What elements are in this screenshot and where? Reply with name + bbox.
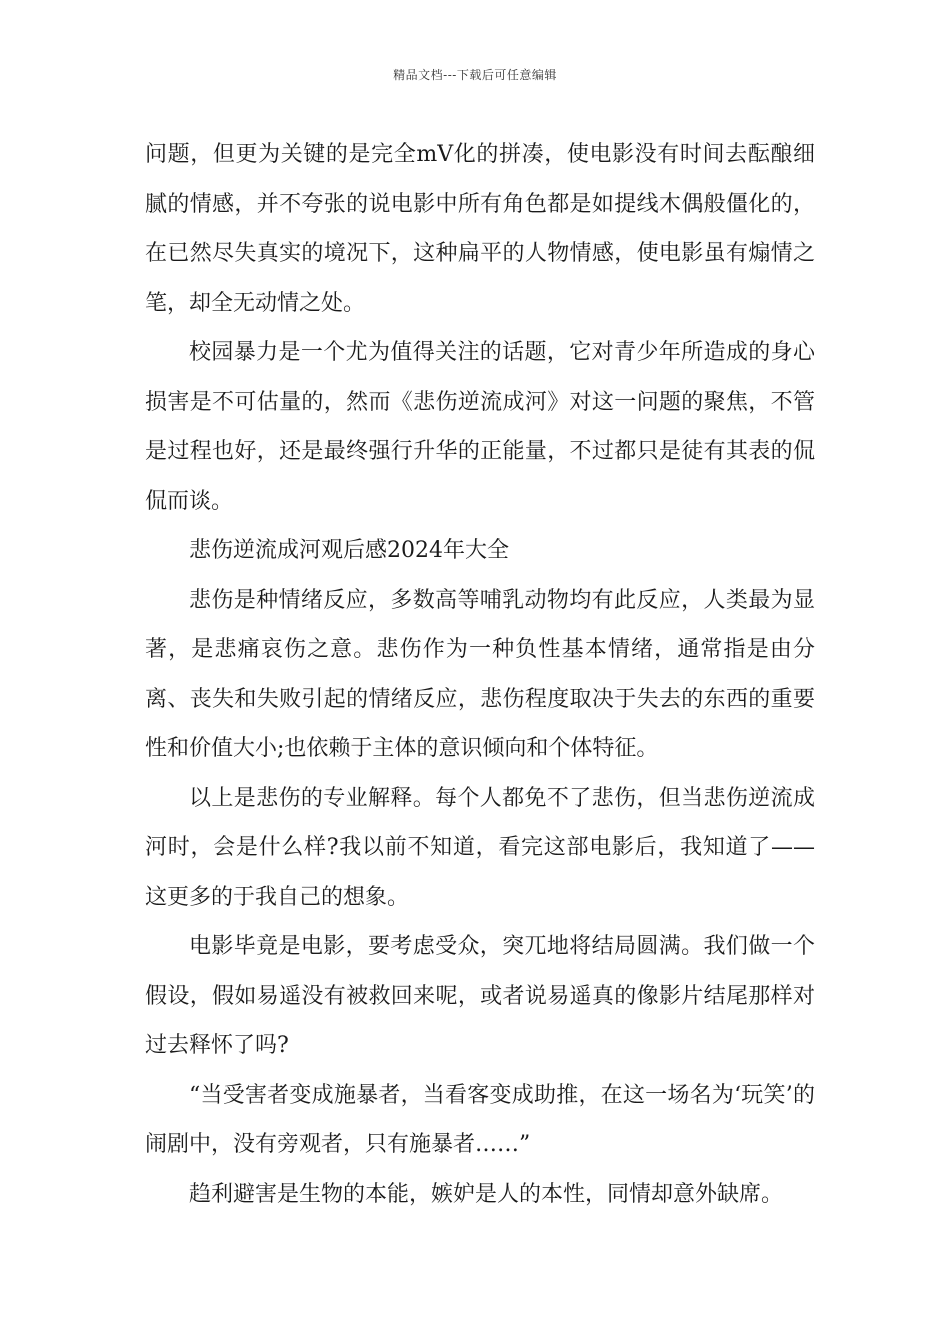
page-header: 精品文档---下载后可任意编辑 — [393, 68, 557, 82]
quote-paragraph: “当受害者变成施暴者，当看客变成助推，在这一场名为‘玩笑’的闹剧中，没有旁观者，只有施暴者……” — [145, 1082, 815, 1157]
paragraph-5: 电影毕竟是电影，要考虑受众，突兀地将结局圆满。我们做一个假设，假如易遥没有被救回来呢，或者说易遥真的像影片结尾那样对过去释怀了吗? — [145, 934, 815, 1058]
paragraph-1: 问题，但更为关键的是完全mV化的拼凑，使电影没有时间去酝酿细腻的情感，并不夸张的说电影中所有角色都是如提线木偶般僵化的，在已然尽失真实的境况下，这种扁平的人物情感，使电影虽有煽情之笔，却全无动情之处。 — [145, 142, 815, 316]
document-body — [145, 130, 815, 1219]
paragraph-4: 以上是悲伤的专业解释。每个人都免不了悲伤，但当悲伤逆流成河时，会是什么样?我以前不知道，看完这部电影后，我知道了——这更多的于我自己的想象。 — [145, 785, 815, 910]
paragraph-6: 趋利避害是生物的本能，嫉妒是人的本性，同情却意外缺席。 — [189, 1181, 784, 1207]
paragraph-3: 悲伤是种情绪反应，多数高等哺乳动物均有此反应，人类最为显著，是悲痛哀伤之意。悲伤作为一种负性基本情绪，通常指是由分离、丧失和失败引起的情绪反应，悲伤程度取决于失去的东西的重要性和价值大小;也依赖于主体的意识倾向和个体特征。 — [145, 587, 815, 761]
section-heading: 悲伤逆流成河观后感2024年大全 — [189, 538, 509, 563]
paragraph-2: 校园暴力是一个尤为值得关注的话题，它对青少年所造成的身心损害是不可估量的，然而《悲伤逆流成河》对这一问题的聚焦，不管是过程也好，还是最终强行升华的正能量，不过都只是徒有其表的侃侃而谈。 — [145, 340, 815, 514]
